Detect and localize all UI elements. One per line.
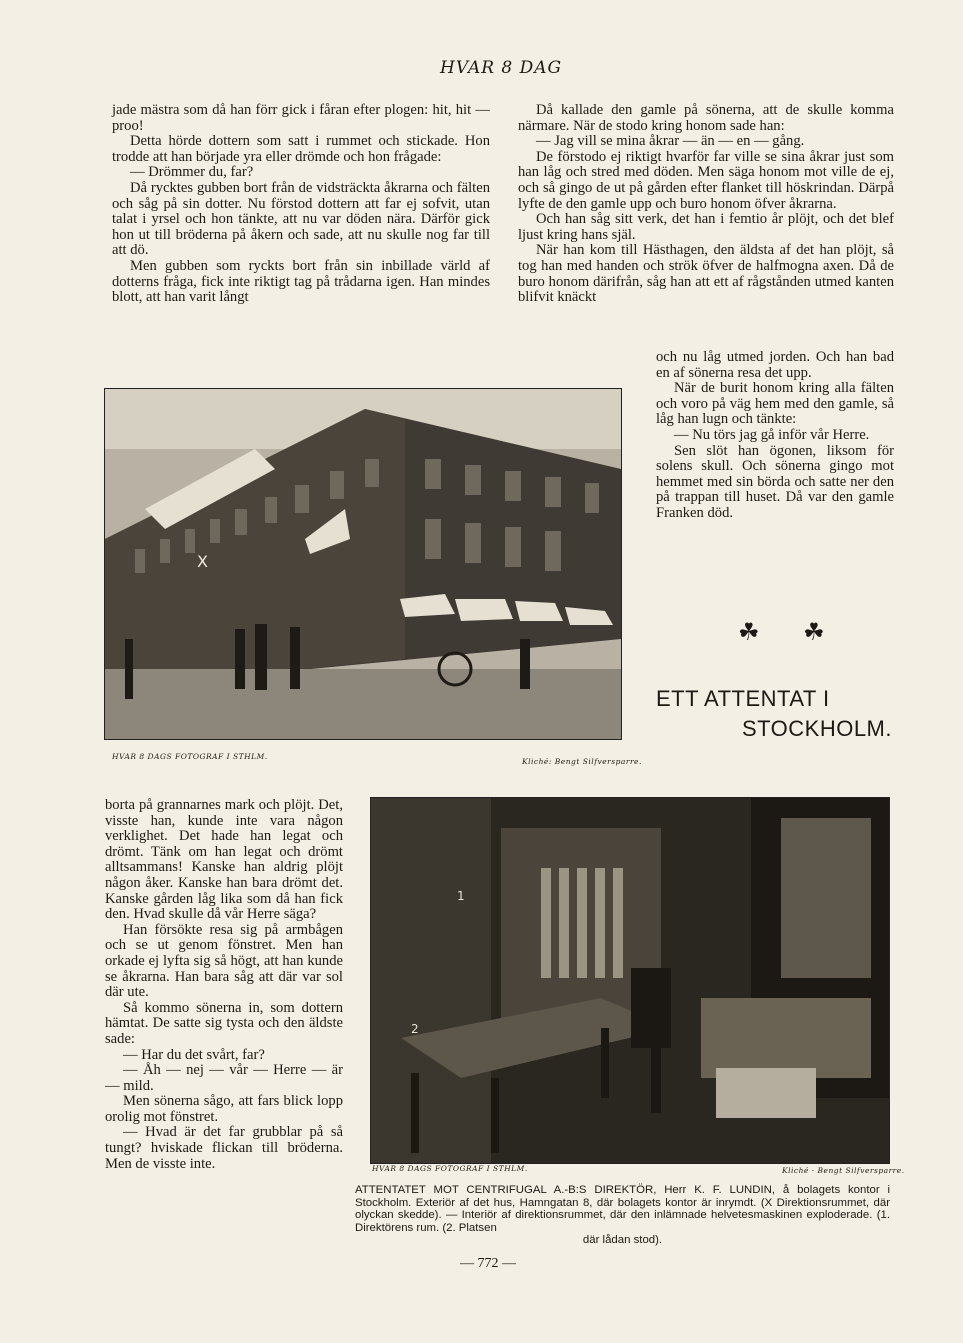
paragraph: — Jag vill se mina åkrar — än — en — gång. [536, 133, 805, 150]
paragraph: och nu låg utmed jorden. Och han bad en af sönerna resa det upp. [656, 349, 894, 381]
paragraph: — Har du det svårt, far? [123, 1046, 265, 1063]
exterior-building-photo [104, 388, 622, 740]
paragraph: borta på grannarnes mark och plöjt. Det, visste han, kunde inte vara någon verklighet. Det hade han legat och drömt. Tänk om han legat och drömt alltsammans! Kanske han aldrig plöjt någon åker. Kanske han bara drömt det. Kanske gården låg lika som då han fick den. Hvad skulle då vår Herre säga? [105, 797, 343, 923]
text-column-top-right [518, 103, 894, 306]
interior-photo-drawing [371, 798, 889, 1163]
paragraph: Sen slöt han ögonen, liksom för solens skull. Och sönerna gingo mot hemmet med sin börda och satte ner den på trappan till huset. Då var den gamle Franken död. [656, 442, 894, 521]
paragraph: Då kallade den gamle på sönerna, att de skulle komma närmare. När de stodo kring honom sade han: [518, 102, 894, 134]
text-column-top-left [112, 103, 490, 306]
exterior-x-mark: X [197, 552, 208, 571]
paragraph: Men sönerna sågo, att fars blick lopp orolig mot fönstret. [105, 1093, 343, 1125]
exterior-photo-drawing [105, 389, 621, 739]
photo-caption [355, 1184, 890, 1247]
photo-credit: HVAR 8 DAGS FOTOGRAF I STHLM. [112, 752, 268, 761]
paragraph: Så kommo sönerna in, som dottern hämtat. De satte sig tysta och den äldste sade: [105, 999, 343, 1047]
article-title-line-1: ETT ATTENTAT I [656, 686, 830, 711]
paragraph: När han kom till Hästhagen, den äldsta af det han plöjt, så tog han med handen och strök öfver de halfmogna axen. Då de buro honom därifrån, såg han att ett af rågstånden utmed kanten blifvit knäckt [518, 242, 894, 306]
interior-mark-1: 1 [457, 889, 465, 903]
paragraph: Då rycktes gubben bort från de vidsträckta åkrarna och fälten och såg på sin dotter. Nu förstod dottern att far ej sofvit, utan talat i yrsel och hon tänkte, att nu var döden nära. Därför gick hon ut till bröderna på åkern och sade, att nu skulle nog far till att dö. [112, 179, 490, 259]
article-title [656, 684, 892, 744]
text-column-bottom-left [105, 798, 343, 1172]
text-column-right-narrow [656, 350, 894, 522]
paragraph: Och han såg sitt verk, det han i femtio år plöjt, och det blef ljust kring hans själ. [518, 211, 894, 243]
interior-mark-2: 2 [411, 1022, 419, 1036]
paragraph: — Åh — nej — vår — Herre — är — mild. [105, 1062, 343, 1094]
paragraph: — Drömmer du, far? [130, 164, 254, 181]
article-title-line-2: STOCKHOLM. [741, 716, 892, 741]
paragraph: Detta hörde dottern som satt i rummet och stickade. Hon trodde att han började yra eller drömde och hon frågade: [112, 133, 490, 165]
paragraph: — Hvad är det far grubblar på så tungt? hviskade flickan till bröderna. Men de visste inte. [105, 1124, 343, 1172]
paragraph: När de burit honom kring alla fälten och voro på väg hem med den gamle, så låg han lugn och tänkte: [656, 380, 894, 428]
clover-ornaments: ☘ ☘ [738, 618, 843, 646]
interior-office-photo [370, 797, 890, 1164]
running-head: HVAR 8 DAG [440, 58, 563, 78]
paragraph: jade mästra som då han förr gick i fåran efter plogen: hit, hit — proo! [112, 102, 490, 134]
caption-main: ATTENTATET MOT CENTRIFUGAL A.-B:S DIREKTÖR, Herr K. F. LUNDIN, å bolagets kontor i Stockholm. Exteriör af det hus, Hamngatan 8, där bolagets kontor är inrymdt. (X Direktionsrummet, där olyckan skedde). — Interiör af direktionsrummet, där den inlämnade helvetesmaskinen exploderade. (1. Direktörens rum. (2. Platsen [355, 1184, 890, 1234]
paragraph: — Nu törs jag gå inför vår Herre. [674, 426, 870, 443]
paragraph: Han försökte resa sig på armbågen och se ut genom fönstret. Men han orkade ej lyfta sig så högt, att han kunde se åkrarna. Han bara såg att där var sol där ute. [105, 921, 343, 1001]
caption-last-line: där lådan stod). [582, 1234, 663, 1247]
cliche-credit: Kliché: Bengt Silfversparre. [522, 757, 642, 766]
paragraph: Men gubben som ryckts bort från sin inbillade värld af dotterns fråga, fick inte riktigt tag på trådarna igen. Han mindes blott, att han varit långt [112, 257, 490, 306]
page-number: — 772 — [460, 1256, 516, 1271]
paragraph: De förstodo ej riktigt hvarför far ville se sina åkrar just som han låg och stred med döden. Men säga honom mot ville de ej, och så gingo de ut på gården efter flanket till höskrindan. Därpå lyfte de den gamle upp och buro honom öfver åkrarna. [518, 148, 894, 212]
photo-credit: HVAR 8 DAGS FOTOGRAF I STHLM. [372, 1164, 528, 1173]
cliche-credit: Kliché · Bengt Silfversparre. [782, 1166, 905, 1175]
